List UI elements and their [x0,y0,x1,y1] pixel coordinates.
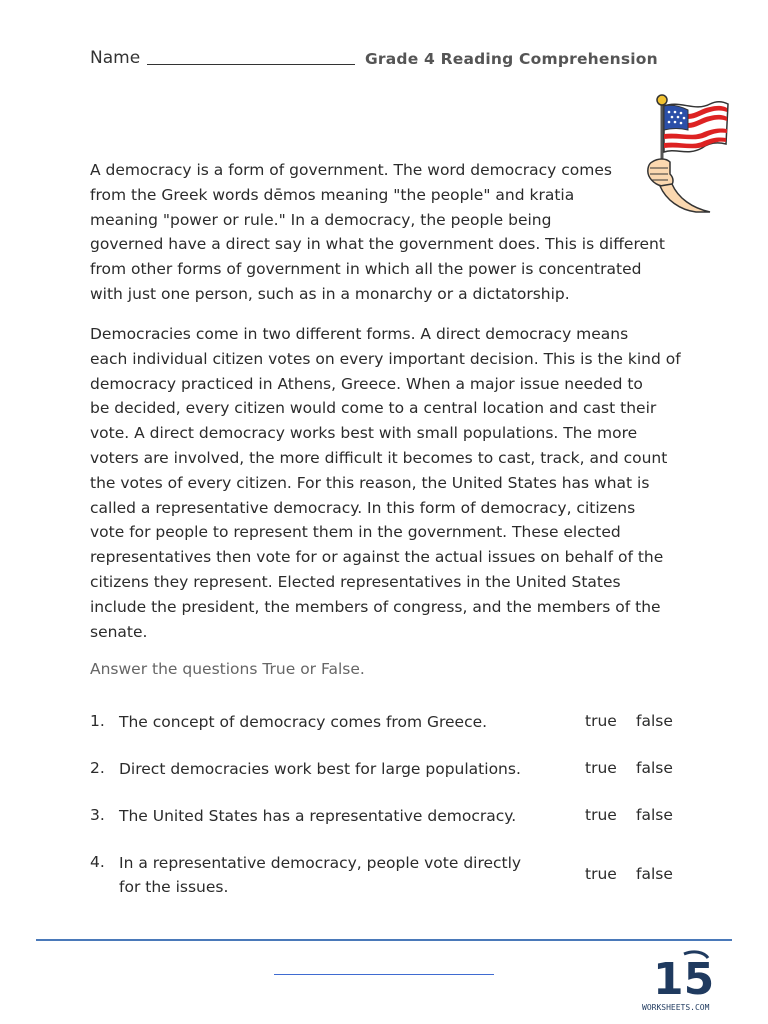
false-option[interactable]: false [636,806,673,824]
name-blank-line [147,64,355,65]
passage-line: each individual citizen votes on every important decision. This is the kind of [90,349,681,368]
worksheets-logo [638,946,724,1014]
instructions: Answer the questions True or False. [90,660,365,678]
passage-line: include the president, the members of congress, and the members of the [90,597,661,616]
passage-paragraph-1 [90,158,672,307]
passage-line: vote. A direct democracy works best with small populations. The more [90,424,638,443]
passage-line: governed have a direct say in what the government does. This is different [90,235,665,254]
question-text: The United States has a representative democracy. [119,807,517,825]
passage-line: vote for people to represent them in the government. These elected [90,523,621,542]
question-text-line-2: for the issues. [119,878,229,896]
footer-link-line[interactable] [274,974,494,975]
true-option[interactable]: true [585,759,617,777]
question-number: 1. [90,712,105,730]
worksheet-header [90,46,670,74]
question-number: 3. [90,806,105,824]
logo-text: WORKSHEETS.COM [642,1003,710,1012]
false-option[interactable]: false [636,759,673,777]
passage-line: from other forms of government in which all the power is concentrated [90,260,642,279]
passage-line: called a representative democracy. In this form of democracy, citizens [90,498,636,517]
true-option[interactable]: true [585,712,617,730]
question-text-line-1: In a representative democracy, people vote directly [119,854,522,872]
passage-line: senate. [90,622,148,641]
passage-line: meaning "power or rule." In a democracy, the people being [90,210,552,229]
false-option[interactable]: false [636,712,673,730]
true-option[interactable]: true [585,806,617,824]
question-text: Direct democracies work best for large populations. [119,760,521,778]
passage-paragraph-2 [90,322,680,644]
false-option[interactable]: false [636,865,673,883]
logo-number: 15 [653,954,715,1005]
passage-line: Democracies come in two different forms. A direct democracy means [90,325,629,343]
question-number: 4. [90,853,105,871]
passage-line: be decided, every citizen would come to a central location and cast their [90,399,657,418]
passage-line: democracy practiced in Athens, Greece. When a major issue needed to [90,374,643,393]
passage-line: A democracy is a form of government. The word democracy comes [90,161,612,179]
question-text: The concept of democracy comes from Greece. [119,713,488,731]
passage-line: representatives then vote for or against the actual issues on behalf of the [90,548,664,567]
passage-line: citizens they represent. Elected representatives in the United States [90,572,621,591]
passage-line: voters are involved, the more difficult it becomes to cast, track, and count [90,448,668,467]
passage-line: the votes of every citizen. For this reason, the United States has what is [90,473,650,492]
true-option[interactable]: true [585,865,617,883]
name-label: Name [90,48,141,68]
passage-line: with just one person, such as in a monarchy or a dictatorship. [90,284,570,303]
worksheet-title: Grade 4 Reading Comprehension [365,50,658,68]
footer-divider [36,939,732,941]
question-number: 2. [90,759,105,777]
passage-line: from the Greek words dēmos meaning "the people" and kratia [90,185,575,204]
